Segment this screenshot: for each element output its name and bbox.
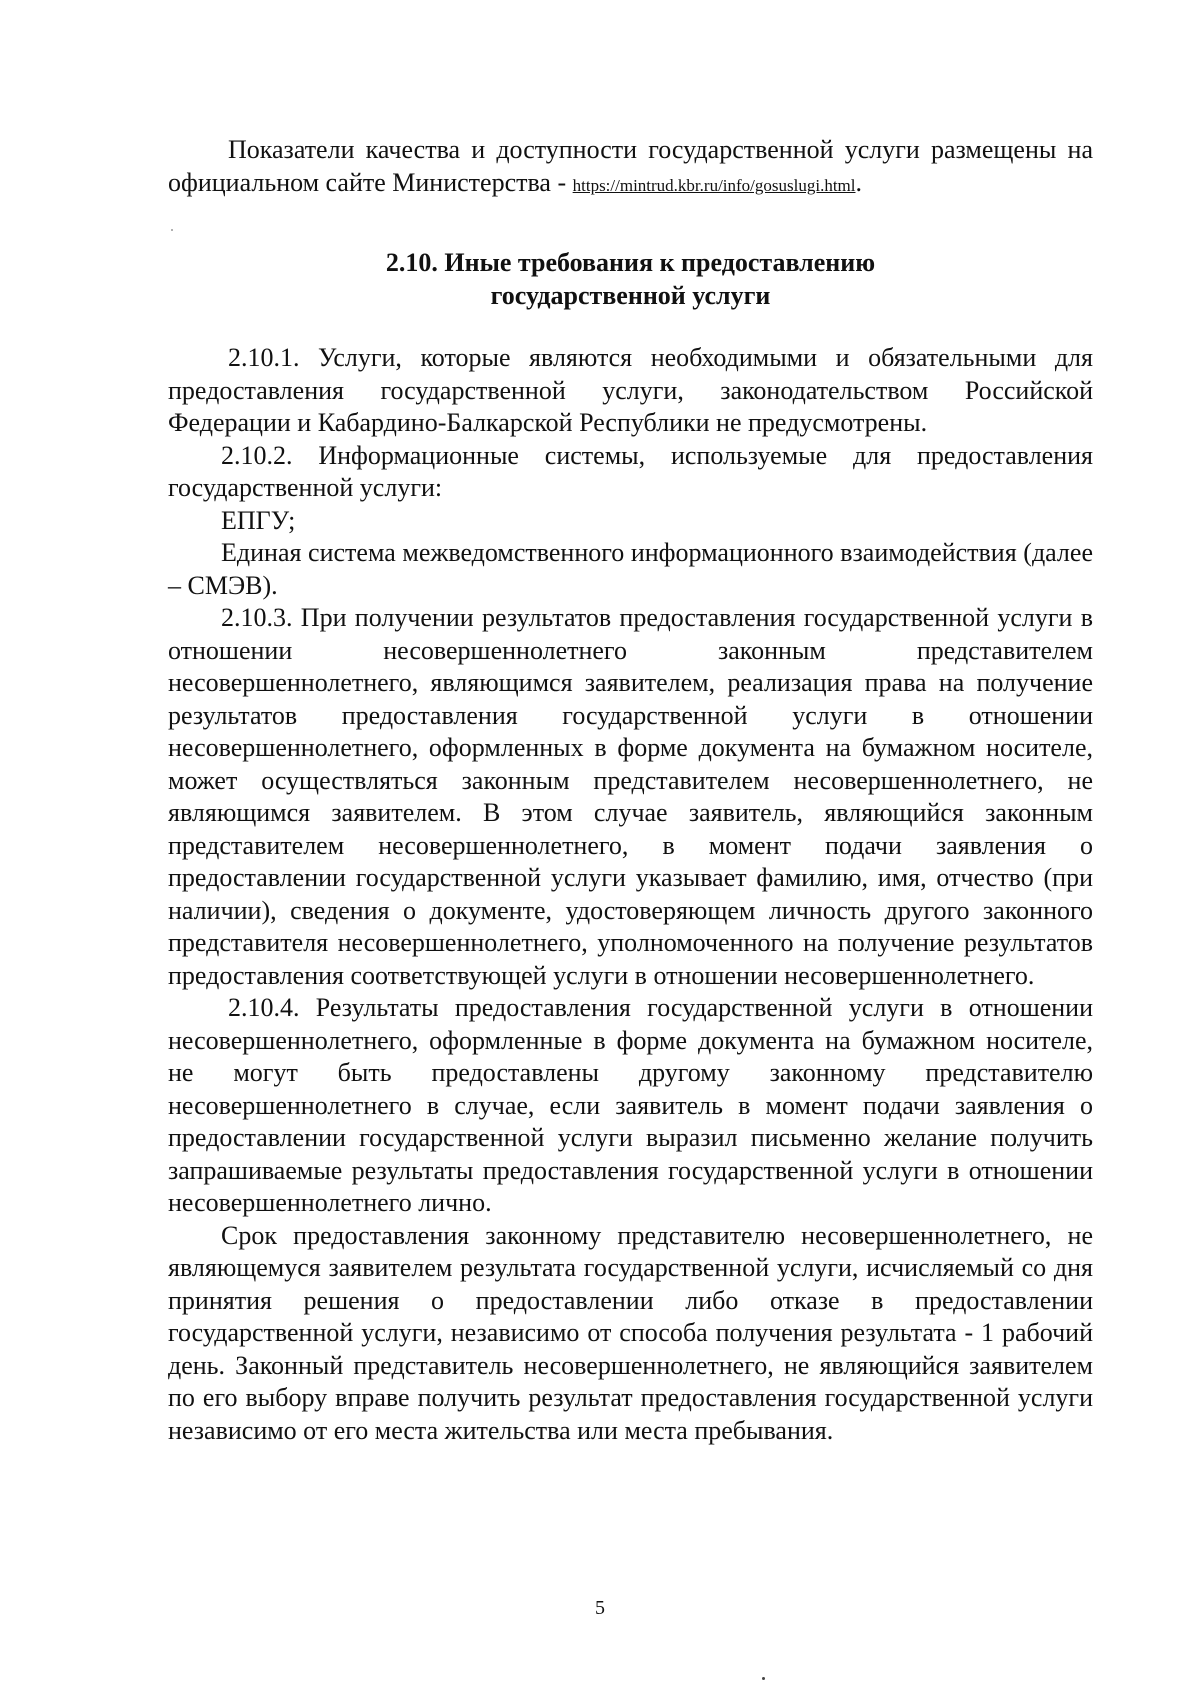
intro-end: . <box>855 167 862 197</box>
scan-speck <box>171 229 173 231</box>
intro-text: Показатели качества и доступности государственной услуги размещены на официальном сайте Министерства - <box>168 135 1093 197</box>
intro-paragraph <box>168 134 1093 202</box>
section-title-line-2: государственной услуги <box>490 281 771 310</box>
scan-speck <box>762 1677 765 1680</box>
list-item-epgu: ЕПГУ; <box>221 505 296 535</box>
paragraph-2-10-4: 2.10.4. Результаты предоставления государственной услуги в отношении несовершеннолетнего, оформленные в форме документа на бумажном носителе, не могут быть предоставлены другому законному представителю несовершеннолетнего в случае, если заявитель в момент подачи заявления о предоставлении государственной услуги выразил письменно желание получить запрашиваемые результаты предоставления государственной услуги в отношении несовершеннолетнего лично. <box>168 993 1093 1217</box>
paragraph-2-10-1: 2.10.1. Услуги, которые являются необходимыми и обязательными для предоставления государственной услуги, законодательством Российской Федерации и Кабардино-Балкарской Республики не предусмотрены. <box>168 343 1093 437</box>
list-item-smev: Единая система межведомственного информационного взаимодействия (далее – СМЭВ). <box>168 538 1093 600</box>
paragraph-2-10-3: 2.10.3. При получении результатов предоставления государственной услуги в отношении несовершеннолетнего законным представителем несовершеннолетнего, являющимся заявителем, реализация права на получение результатов предоставления государственной услуги в отношении несовершеннолетнего, оформленных в форме документа на бумажном носителе, может осуществляться законным представителем несовершеннолетнего, не являющимся заявителем. В этом случае заявитель, являющийся законным представителем несовершеннолетнего, в момент подачи заявления о предоставлении государственной услуги указывает фамилию, имя, отчество (при наличии), сведения о документе, удостоверяющем личность другого законного представителя несовершеннолетнего, уполномоченного на получение результатов предоставления соответствующей услуги в отношении несовершеннолетнего. <box>168 603 1093 990</box>
paragraph-2-10-2: 2.10.2. Информационные системы, используемые для предоставления государственной услуги: <box>168 440 1093 502</box>
paragraph-term: Срок предоставления законному представителю несовершеннолетнего, не являющемуся заявителем результата государственной услуги, исчисляемый со дня принятия решения о предоставлении либо отказе в предоставлении государственной услуги, независимо от способа получения результата - 1 рабочий день. Законный представитель несовершеннолетнего, не являющийся заявителем по его выбору вправе получить результат предоставления государственной услуги независимо от его места жительства или места пребывания. <box>168 1220 1093 1445</box>
section-title <box>168 246 1093 312</box>
section-title-line-1: 2.10. Иные требования к предоставлению <box>385 248 876 277</box>
page-number: 5 <box>595 1597 605 1619</box>
ministry-link[interactable]: https://mintrud.kbr.ru/info/gosuslugi.html <box>572 175 856 195</box>
